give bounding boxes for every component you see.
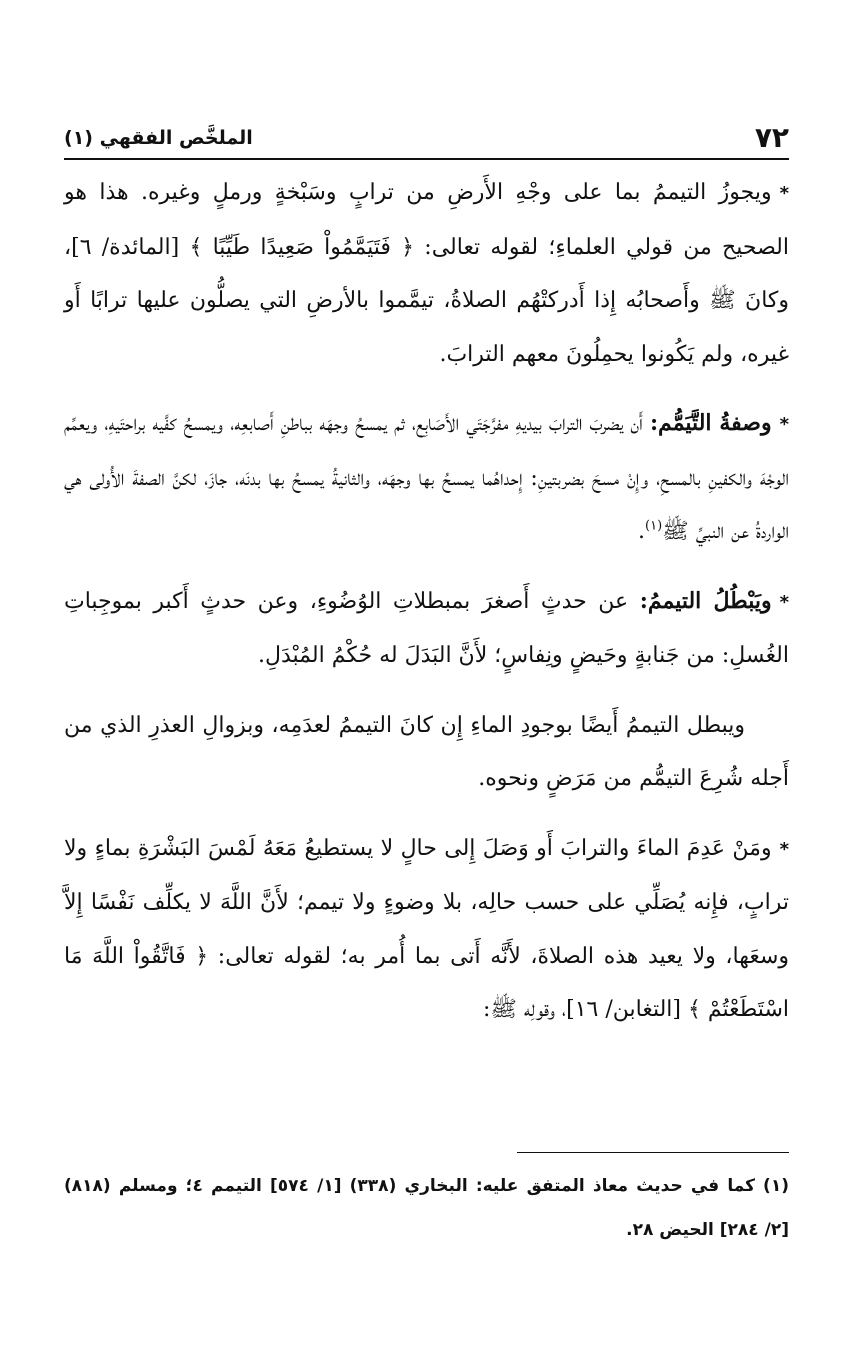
paragraph-lead-heading: وصفةُ التَّيَمُّم: — [649, 410, 772, 436]
paragraph-tayammum-invalidators — [64, 575, 789, 683]
footnotes — [64, 1164, 789, 1252]
paragraph-tayammum-surfaces — [64, 166, 789, 381]
paragraph-text: ويبطل التيممُ أَيضًا بوجودِ الماءِ إِن كانَ التيممُ لعدَمِه، وبزوالِ العذرِ الذي من أَجله شُرِعَ التيمُّم من مَرَضٍ ونحوه. — [64, 712, 789, 791]
paragraph-end-punct: . — [638, 519, 646, 544]
footnote-marker: (١) — [763, 1176, 789, 1196]
running-title: الملخَّص الفقهي (١) — [64, 127, 253, 149]
header-rule — [64, 158, 789, 160]
footnote-separator — [517, 1152, 789, 1153]
footnote-text: كما في حديث معاذ المتفق عليه: البخاري (٣٣٨) [١/ ٥٧٤] التيمم ٤؛ ومسلم (٨١٨) [٢/ ٢٨٤] الحيض ٢٨. — [64, 1176, 789, 1240]
footnote-reference[interactable]: (١) — [645, 518, 663, 534]
paragraph-star-marker: * — [779, 183, 789, 204]
paragraph-text: عن حدثٍ أَصغرَ بمبطلاتِ الوُضُوءِ، وعن حدثٍ أَكبر بموجِباتِ الغُسلِ: من جَنابةٍ وحَيضٍ ونِفاسٍ؛ لأَنَّ البَدَلَ له حُكْمُ المُبْدَلِ. — [64, 588, 789, 668]
paragraph-water-found — [64, 699, 789, 806]
paragraph-no-water-no-earth — [64, 822, 789, 1037]
footnote-item — [64, 1164, 789, 1252]
page-number: ٧٢ — [754, 121, 789, 154]
paragraph-star-marker: * — [779, 838, 789, 860]
paragraph-text: أَن يضربَ الترابَ بيديهِ مفرَّجَتَي الأَصَابِع، ثم يمسحُ وجهَه بباطنِ أَصابعِه، ويمسحُ كفَّيه براحتَيهِ، ويعمِّم الوجْهَ والكفينِ بالمسحِ، وإِنْ مسحَ بضربتينِ: إِحداهُما يمسحُ بها وجهَه، والثانيةُ يمسحُ بها بدنَه، جازَ، لكنَّ الصفةَ الأُولى هي الواردةُ عن النبيِّ ﷺ — [64, 411, 789, 544]
paragraph-text: ومَنْ عَدِمَ الماءَ والترابَ أَو وَصَلَ إِلى حالٍ لا يستطيعُ مَعَهُ لَمْسَ البَشْرَةِ بماءٍ ولا ترابٍ، فإِنه يُصَلِّي على حسب حالِه، بلا وضوءٍ ولا تيمم؛ لأَنَّ اللَّهَ لا يكلِّف نَفْسًا إِلاَّ وسعَها، ولا يعيد هذه الصلاةَ، لأَنَّه أَتى بما أُمر به؛ لقوله تعالى: ﴿ فَاتَّقُواْ اللَّهَ مَا اسْتَطَعْتُمْ ﴾ [التغابن/ ١٦]، وقولِه ﷺ: — [64, 835, 789, 1022]
paragraph-text: ويجوزُ التيممُ بما على وجْهِ الأَرضِ من ترابٍ وسَبْخةٍ ورملٍ وغيره. هذا هو الصحيح من قولي العلماءِ؛ لقوله تعالى: ﴿ فَتَيَمَّمُواْ صَعِيدًا طَيِّبًا ﴾ [المائدة/ ٦]، وكانَ ﷺ وأَصحابُه إِذا أَدركتْهُم الصلاةُ، تيمَّموا بالأرضِ التي يصلُّون عليها ترابًا أَو غيره، ولم يَكُونوا يحمِلُونَ معهم الترابَ. — [64, 180, 789, 367]
paragraph-tayammum-method — [64, 397, 789, 559]
paragraph-lead-heading: ويَبْطُلُ التيممُ: — [639, 587, 772, 614]
body-text — [64, 166, 789, 1037]
paragraph-star-marker: * — [779, 414, 789, 435]
running-header — [64, 108, 789, 158]
paragraph-star-marker: * — [779, 591, 790, 613]
